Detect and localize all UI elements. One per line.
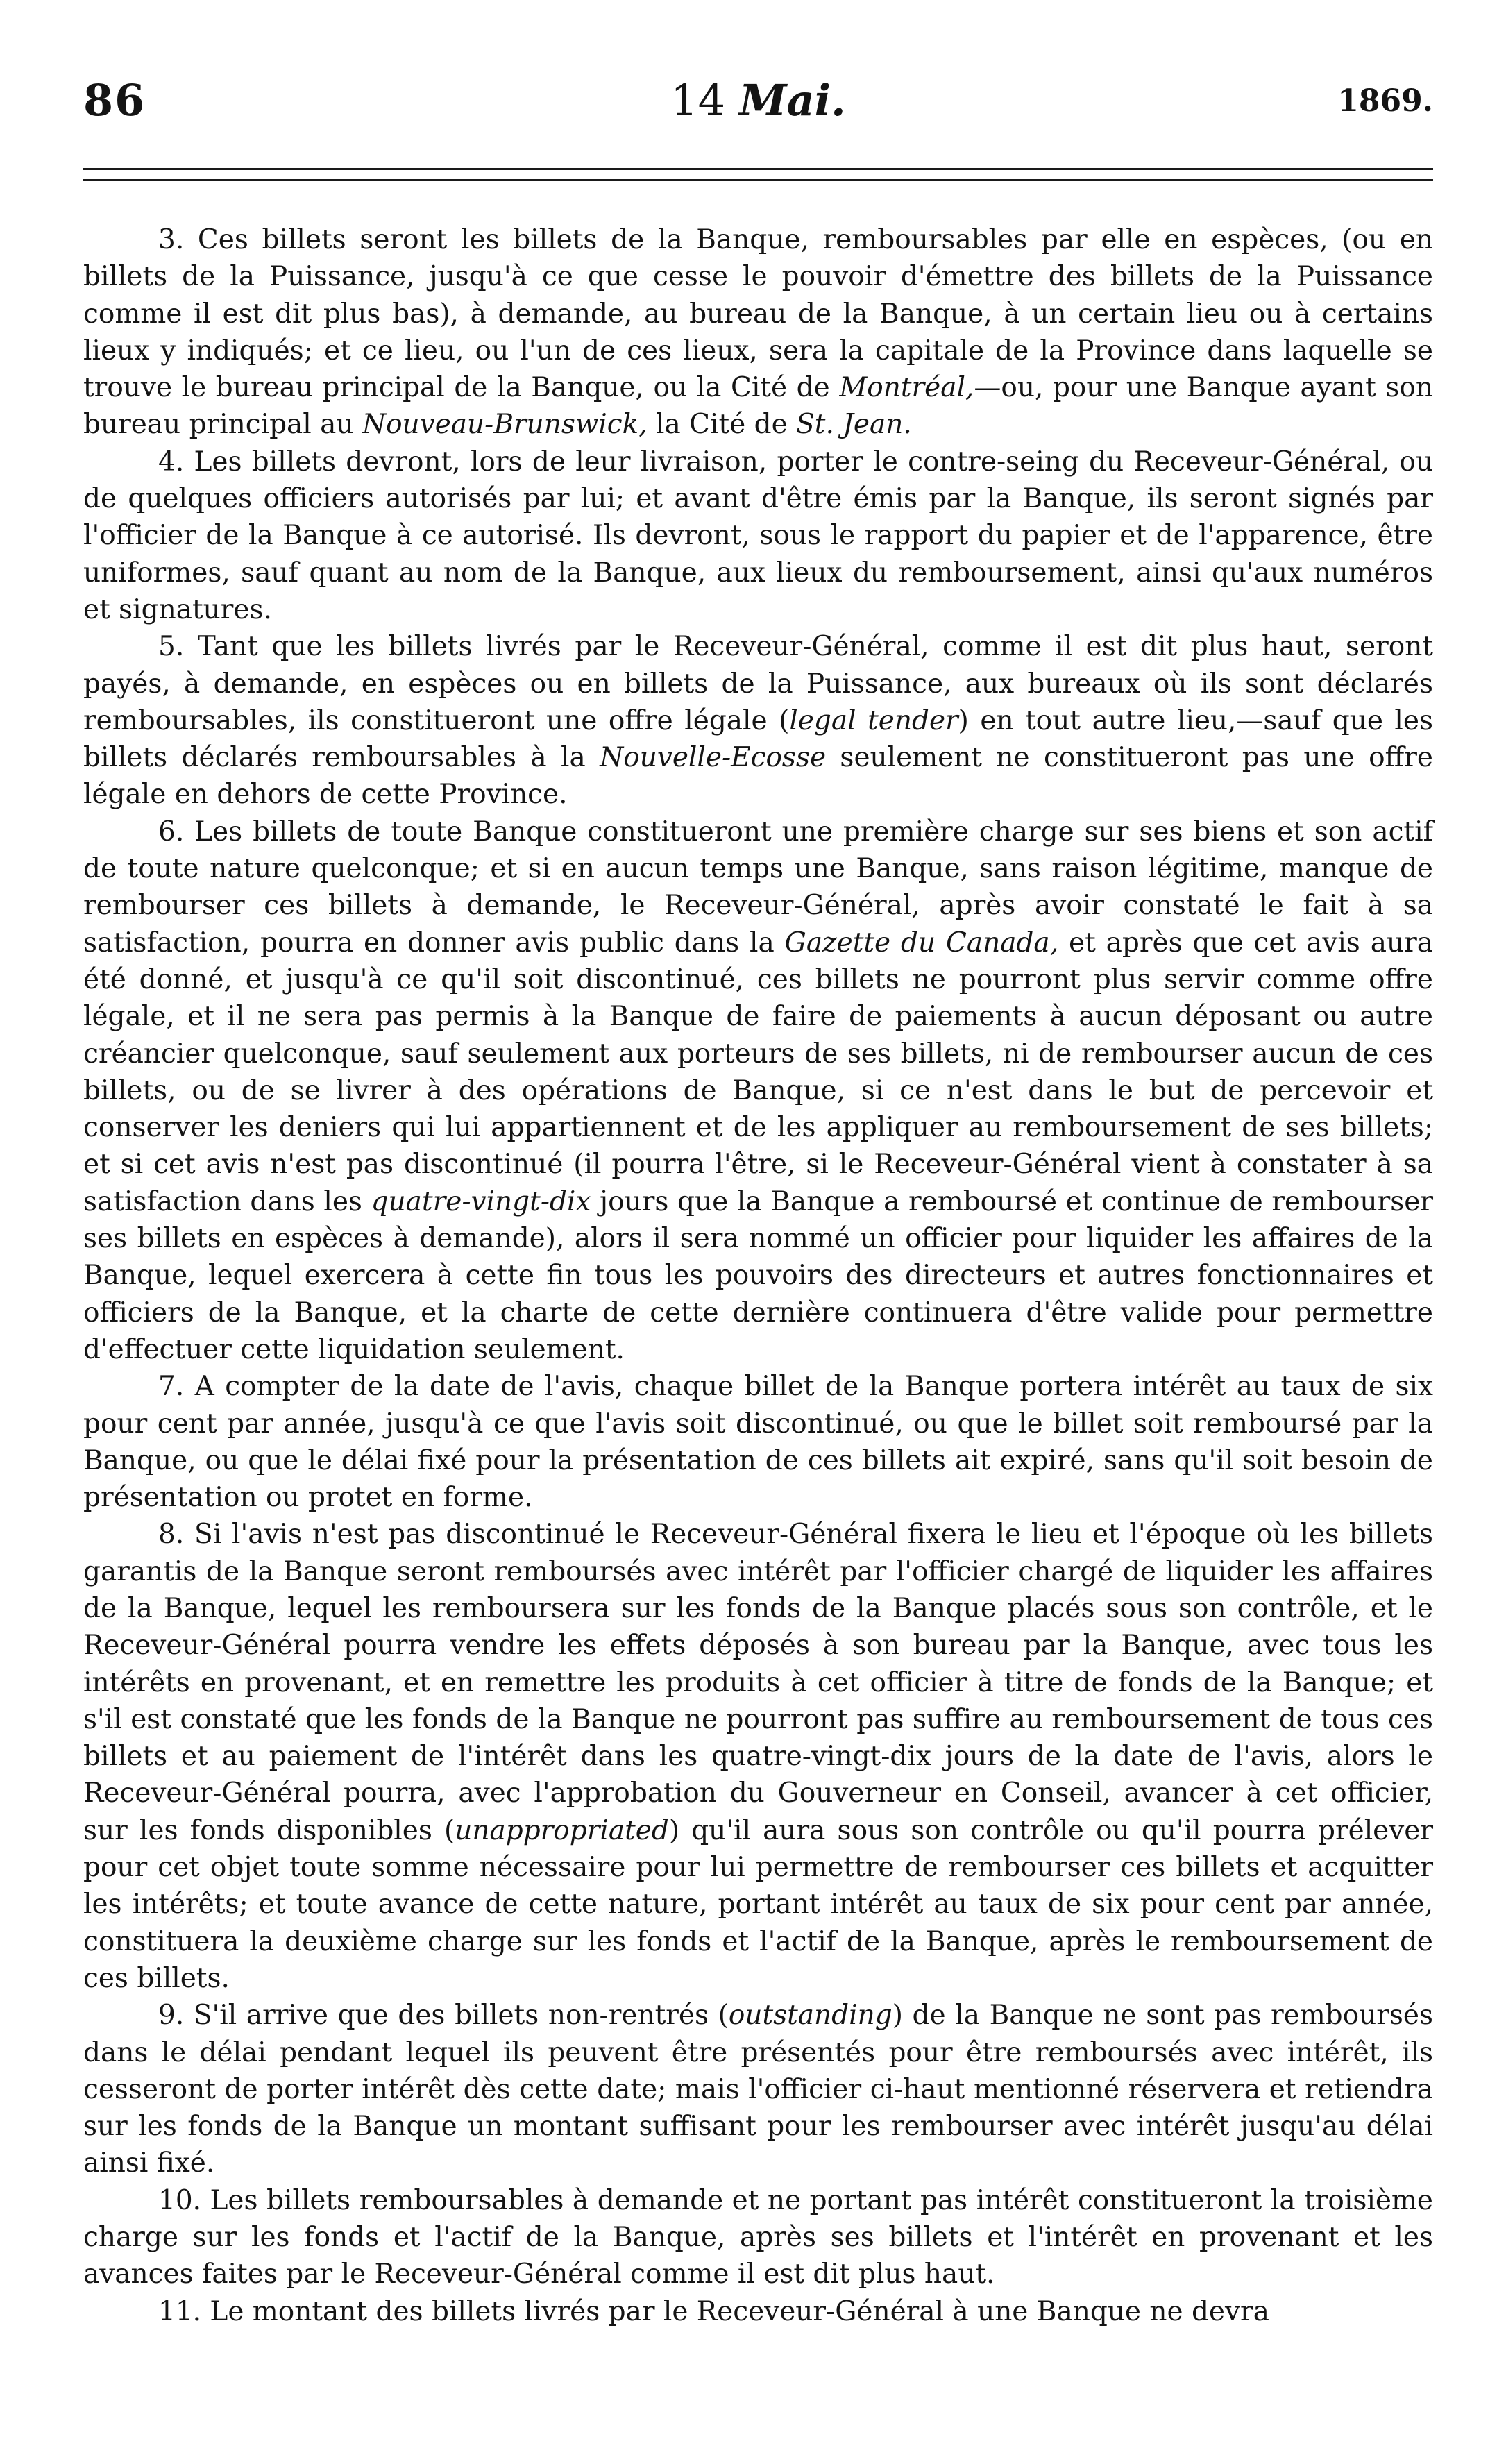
text-run: 8. Si l'avis n'est pas discontinué le Receveur-Général fixera le lieu et l'époque où les billets garantis de la Banque seront remboursés avec intérêt par l'officier chargé de liquider les affaires de la Banque, lequel les remboursera sur les fonds de la Banque placés sous son contrôle, et le Receveur-Général pourra vendre les effets déposés à son bureau par la Banque, avec tous les intérêts en provenant, et en remettre les produits à cet officier à titre de fonds de la Banque; et s'il est constaté que les fonds de la Banque ne pourront pas suffire au remboursement de tous ces billets et au paiement de l'intérêt dans les quatre-vingt-dix jours de la date de l'avis, alors le Receveur-Général pourra, avec l'approbation du Gouverneur en Conseil, avancer à cet officier, sur les fonds disponibles ( xyxy=(83,1519,1433,1846)
section-11 xyxy=(83,2293,1433,2330)
section-3 xyxy=(83,221,1433,444)
italic-run: quatre-vingt-dix xyxy=(371,1185,591,1217)
page-number: 86 xyxy=(83,75,146,126)
italic-run: Nouvelle-Ecosse xyxy=(600,742,827,774)
text-run: la Cité de xyxy=(647,409,797,441)
italic-run: Gazette du Canada, xyxy=(784,927,1059,959)
text-run: 6. Les billets de toute Banque constitueront une première charge sur ses biens et son actif de toute nature quelconque; et si en aucun temps une Banque, sans raison légitime, manque de rembourser ces billets à demande, le Receveur-Général, après avoir constaté le fait à sa satisfaction, pourra en donner avis public dans la xyxy=(83,816,1433,959)
title-month: Mai. xyxy=(738,75,846,126)
italic-run: St. Jean. xyxy=(796,409,912,441)
italic-run: outstanding xyxy=(728,2000,892,2032)
text-run: 5. Tant que les billets livrés par le Receveur-Général, comme il est dit plus haut, seront payés, à demande, en espèces ou en billets de la Puissance, aux bureaux où ils sont déclarés remboursables, ils constitueront une offre légale ( xyxy=(83,631,1433,736)
text-run: —ou, pour une Banque ayant son bureau principal au xyxy=(83,372,1433,441)
section-9 xyxy=(83,1997,1433,2182)
italic-run: unappropriated xyxy=(455,1814,669,1846)
italic-run: legal tender xyxy=(789,704,958,736)
italic-run: Montréal, xyxy=(839,372,974,404)
page xyxy=(83,62,1433,2330)
text-run: 4. Les billets devront, lors de leur livraison, porter le contre-seing du Receveur-Général, ou de quelques officiers autorisés par lui; et avant d'être émis par la Banque, ils seront signés par l'officier de la Banque à ce autorisé. Ils devront, sous le rapport du papier et de l'apparence, être uniformes, sauf quant au nom de la Banque, aux lieux du remboursement, ainsi qu'aux numéros et signatures. xyxy=(83,446,1433,625)
header-double-rule xyxy=(83,168,1433,181)
text-run: et après que cet avis aura été donné, et jusqu'à ce qu'il soit discontinué, ces billets ne pourront plus servir comme offre légale, et il ne sera pas permis à la Banque de faire de paiements à aucun déposant ou autre créancier quelconque, sauf seulement aux porteurs de ses billets, ni de rembourser aucun de ces billets, ou de se livrer à des opérations de Banque, si ce n'est dans le but de percevoir et conserver les deniers qui lui appartiennent et de les appliquer au remboursement de ses billets; et si cet avis n'est pas discontinué (il pourra l'être, si le Receveur-Général vient à constater à sa satisfaction dans les xyxy=(83,927,1433,1217)
section-4 xyxy=(83,444,1433,628)
page-header xyxy=(83,62,1433,146)
text-run: seulement ne constitueront pas une offre légale en dehors de cette Province. xyxy=(83,742,1433,811)
section-7 xyxy=(83,1368,1433,1516)
text-run: 9. S'il arrive que des billets non-rentrés ( xyxy=(158,2000,729,2032)
body-text xyxy=(83,221,1433,2330)
title-day: 14 xyxy=(670,75,726,126)
text-run: 3. Ces billets seront les billets de la Banque, remboursables par elle en espèces, (ou en billets de la Puissance, jusqu'à ce que cesse le pouvoir d'émettre des billets de la Puissance comme il est dit plus bas), à demande, au bureau de la Banque, à un certain lieu ou à certains lieux y indiqués; et ce lieu, ou l'un de ces lieux, sera la capitale de la Province dans laquelle se trouve le bureau principal de la Banque, ou la Cité de xyxy=(83,224,1433,404)
year: 1869. xyxy=(1337,83,1433,119)
running-title xyxy=(83,75,1433,126)
text-run: jours que la Banque a remboursé et continue de rembourser ses billets en espèces à demande), alors il sera nommé un officier pour liquider les affaires de la Banque, lequel exercera à cette fin tous les pouvoirs des directeurs et autres fonctionnaires et officiers de la Banque, et la charte de cette dernière continuera d'être valide pour permettre d'effectuer cette liquidation seulement. xyxy=(83,1185,1433,1365)
text-run: ) qu'il aura sous son contrôle ou qu'il pourra prélever pour cet objet toute somme nécessaire pour lui permettre de rembourser ces billets et acquitter les intérêts; et toute avance de cette nature, portant intérêt au taux de six pour cent par année, constituera la deuxième charge sur les fonds et l'actif de la Banque, après le remboursement de ces billets. xyxy=(83,1814,1433,1994)
text-run: ) de la Banque ne sont pas remboursés dans le délai pendant lequel ils peuvent être présentés pour être remboursés avec intérêt, ils cesseront de porter intérêt dès cette date; mais l'officier ci-haut mentionné réservera et retiendra sur les fonds de la Banque un montant suffisant pour les rembourser avec intérêt jusqu'au délai ainsi fixé. xyxy=(83,2000,1433,2179)
section-6 xyxy=(83,813,1433,1368)
section-8 xyxy=(83,1516,1433,1997)
section-5 xyxy=(83,628,1433,813)
text-run: ) en tout autre lieu,—sauf que les billets déclarés remboursables à la xyxy=(83,704,1433,774)
text-run: 11. Le montant des billets livrés par le Receveur-Général à une Banque ne devra xyxy=(158,2295,1269,2327)
italic-run: Nouveau-Brunswick, xyxy=(362,409,648,441)
text-run: 10. Les billets remboursables à demande et ne portant pas intérêt constitueront la troisième charge sur les fonds et l'actif de la Banque, après ses billets et l'intérêt en provenant et les avances faites par le Receveur-Général comme il est dit plus haut. xyxy=(83,2184,1433,2290)
section-10 xyxy=(83,2182,1433,2293)
text-run: 7. A compter de la date de l'avis, chaque billet de la Banque portera intérêt au taux de six pour cent par année, jusqu'à ce que l'avis soit discontinué, ou que le billet soit remboursé par la Banque, ou que le délai fixé pour la présentation de ces billets ait expiré, sans qu'il soit besoin de présentation ou protet en forme. xyxy=(83,1371,1433,1514)
